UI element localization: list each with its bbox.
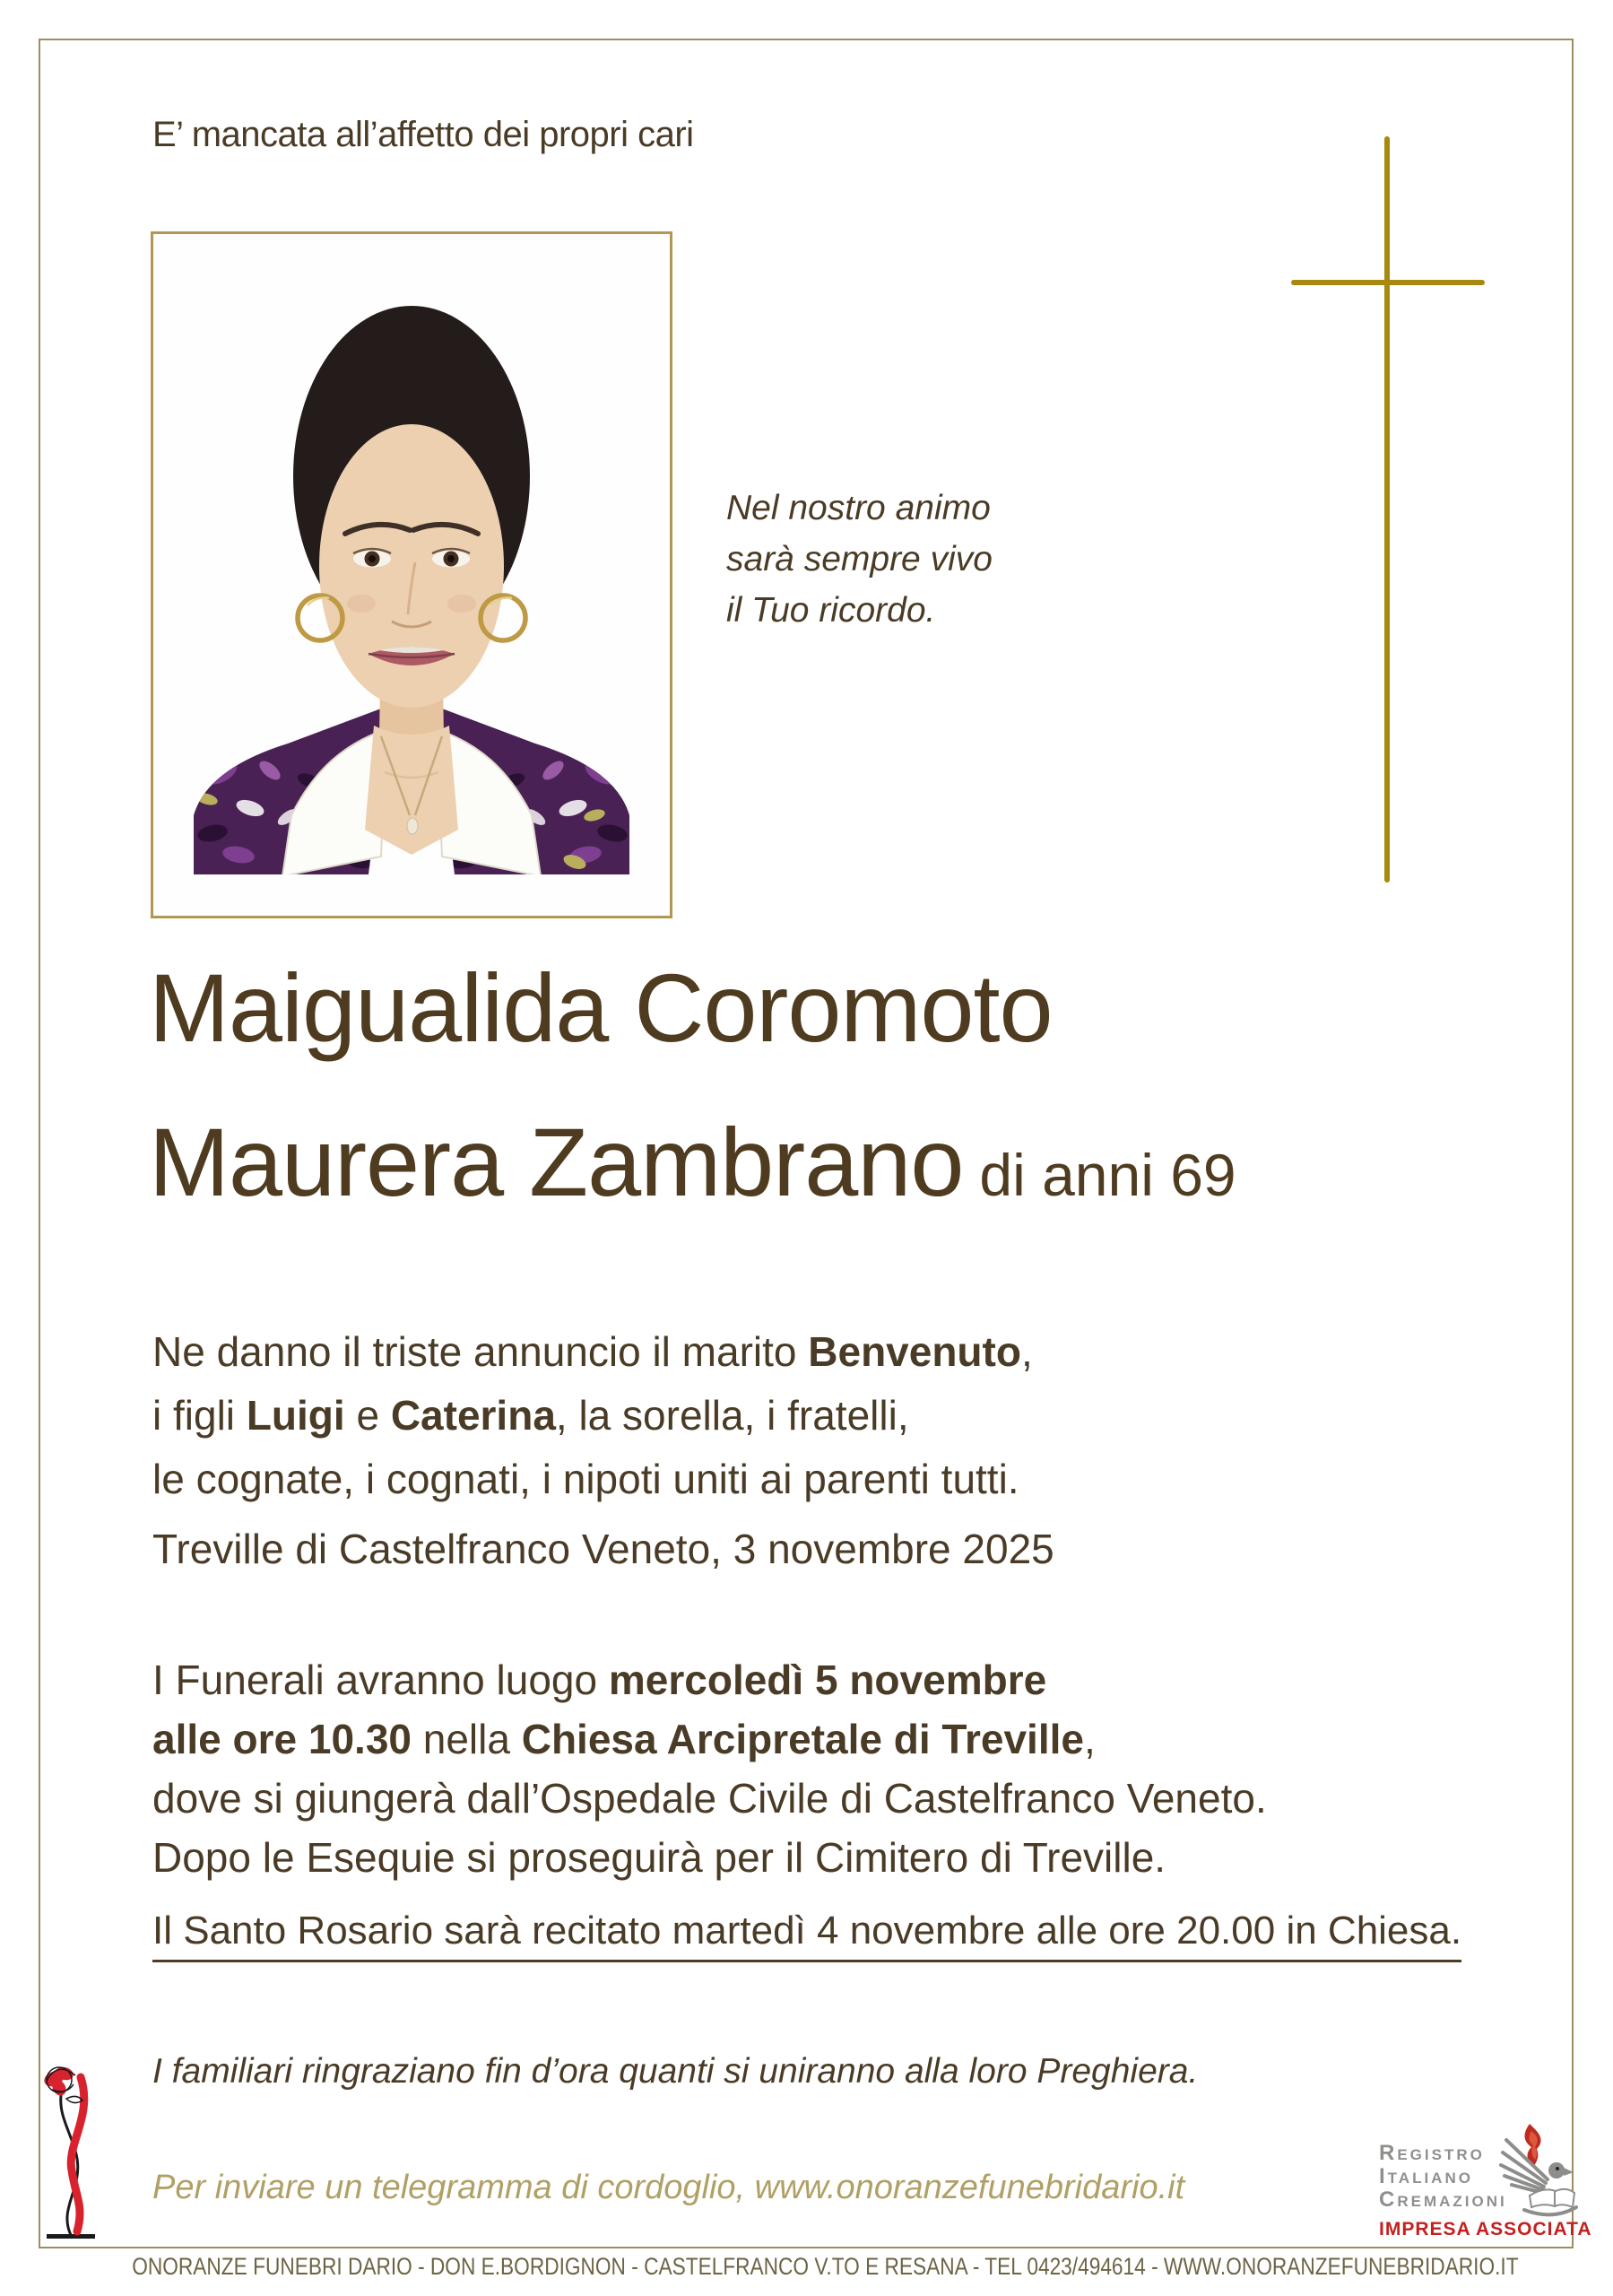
telegram-line: Per inviare un telegramma di cordoglio, www.onoranzefunebridario.it	[152, 2169, 1185, 2206]
registry-name: Registro Italiano Cremazioni	[1379, 2141, 1507, 2212]
memorial-line: il Tuo ricordo.	[726, 591, 936, 630]
announcement-line: le cognate, i cognati, i nipoti uniti ai parenti tutti.	[152, 1456, 1019, 1502]
deceased-name-line2: Maurera Zambrano di anni 69	[149, 1108, 1236, 1216]
place-date-line: Treville di Castelfranco Veneto, 3 novembre 2025	[152, 1526, 1054, 1572]
cross-vertical-bar	[1384, 136, 1390, 883]
memorial-line: Nel nostro animo	[726, 489, 991, 527]
announcement-line: i figli Luigi e Caterina, la sorella, i fratelli,	[152, 1392, 909, 1439]
announcement-paragraph	[152, 1320, 1033, 1511]
deceased-name	[149, 931, 1236, 1252]
cross-horizontal-bar	[1291, 280, 1485, 285]
thanks-line: I familiari ringraziano fin d’ora quanti si uniranno alla loro Preghiera.	[152, 2052, 1199, 2091]
portrait-photo	[153, 234, 670, 916]
registry-badge: IMPRESA ASSOCIATA	[1379, 2219, 1592, 2239]
funeral-paragraph	[152, 1650, 1267, 1887]
phoenix-icon	[1478, 2124, 1578, 2219]
announcement-line: Ne danno il triste annuncio il marito Benvenuto,	[152, 1328, 1033, 1375]
cremation-registry-logo	[1379, 2124, 1592, 2246]
rosary-line: Il Santo Rosario sarà recitato martedì 4 novembre alle ore 20.00 in Chiesa.	[152, 1909, 1461, 1962]
funeral-line: dove si giungerà dall’Ospedale Civile di Castelfranco Veneto.	[152, 1775, 1267, 1822]
intro-text: E’ mancata all’affetto dei propri cari	[152, 115, 694, 154]
memorial-quote	[726, 483, 993, 636]
florist-flower-icon	[41, 2052, 102, 2242]
memorial-line: sarà sempre vivo	[726, 540, 993, 578]
funeral-line: I Funerali avranno luogo mercoledì 5 novembre	[152, 1657, 1047, 1703]
portrait-frame	[151, 231, 672, 918]
footer-text: ONORANZE FUNEBRI DARIO - DON E.BORDIGNON - CASTELFRANCO V.TO E RESANA - TEL 0423/494614 - WWW.ONORANZEFUNEBRIDARIO.IT	[132, 2253, 1519, 2280]
funeral-line: alle ore 10.30 nella Chiesa Arcipretale di Treville,	[152, 1716, 1096, 1762]
age-text: di anni 69	[979, 1142, 1236, 1208]
funeral-line: Dopo le Esequie si proseguirà per il Cimitero di Treville.	[152, 1834, 1166, 1881]
deceased-name-line1: Maigualida Coromoto	[149, 953, 1053, 1062]
